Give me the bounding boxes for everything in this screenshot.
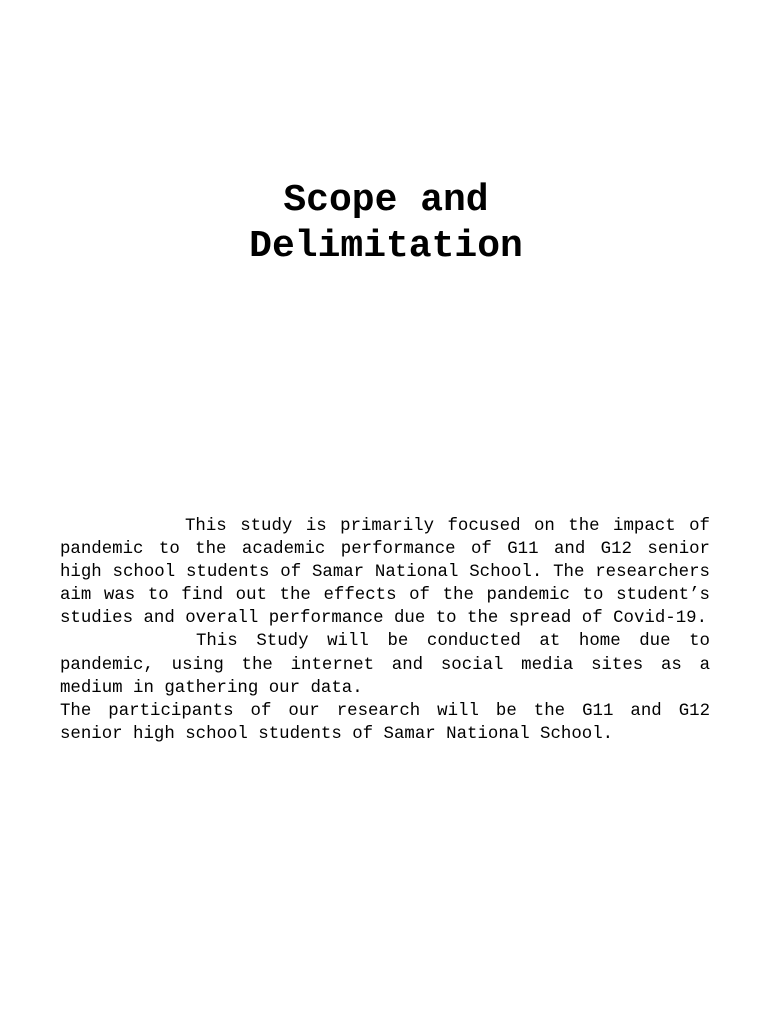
paragraph-participants: The participants of our research will be the G11 and G12 senior high school students of Samar National School.: [60, 701, 710, 744]
page-title: [0, 178, 768, 270]
title-line-1: Scope and: [283, 179, 489, 222]
paragraph-study-method: This Study will be conducted at home due to pandemic, using the internet and social media sites as a medium in gathering our data.: [60, 632, 710, 698]
paragraph-study-focus: This study is primarily focused on the impact of pandemic to the academic performance of G11 and G12 senior high school students of Samar National School. The researchers aim was to find out the effects of the pandemic to student’s studies and overall performance due to the spread of Covid-19.: [60, 517, 710, 629]
body-text: [60, 515, 710, 746]
title-line-2: Delimitation: [249, 225, 523, 268]
